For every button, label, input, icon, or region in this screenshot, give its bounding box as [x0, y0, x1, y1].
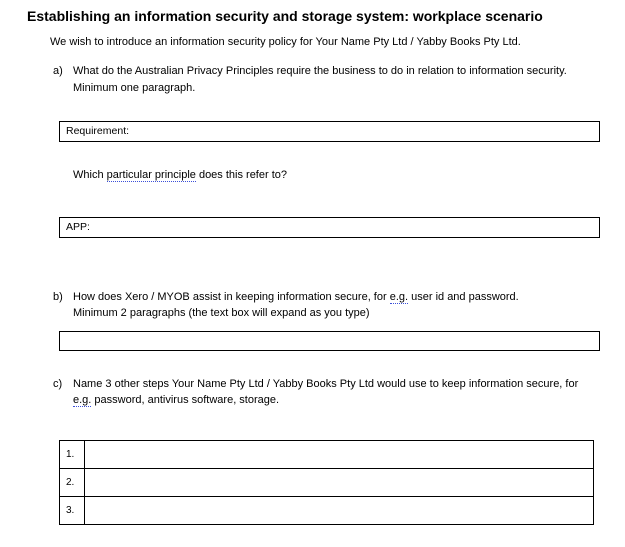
- principle-suffix: does this refer to?: [195, 169, 287, 181]
- question-c-eg: e.g.: [73, 394, 92, 406]
- page-title: Establishing an information security and storage system: workplace scenario: [27, 8, 543, 24]
- principle-question: [73, 169, 287, 181]
- step-number: 1.: [60, 441, 85, 469]
- intro-text: We wish to introduce an information security policy for Your Name Pty Ltd / Yabby Books Pty Ltd.: [50, 36, 521, 48]
- principle-underlined: particular principle: [106, 169, 196, 181]
- step-answer-cell[interactable]: [85, 469, 594, 497]
- app-label: APP:: [66, 221, 90, 233]
- app-textbox[interactable]: [59, 217, 600, 238]
- steps-table: [59, 440, 594, 525]
- step-number: 3.: [60, 497, 85, 525]
- principle-prefix: Which: [73, 169, 107, 181]
- requirement-textbox[interactable]: [59, 121, 600, 142]
- question-c-line2: [73, 394, 279, 406]
- question-b-line1-suffix: user id and password.: [408, 291, 519, 303]
- step-answer-cell[interactable]: [85, 497, 594, 525]
- table-row: [60, 497, 594, 525]
- requirement-label: Requirement:: [66, 125, 130, 137]
- xero-answer-textbox[interactable]: [59, 331, 600, 351]
- question-b-line1: [73, 291, 519, 303]
- question-b-eg: e.g.: [389, 291, 409, 303]
- table-row: [60, 441, 594, 469]
- question-c-marker: c): [53, 378, 63, 390]
- question-c-line2-suffix: password, antivirus software, storage.: [91, 394, 280, 406]
- question-c-line1: Name 3 other steps Your Name Pty Ltd / Yabby Books Pty Ltd would use to keep information secure, for: [73, 378, 579, 390]
- question-b-line2: Minimum 2 paragraphs (the text box will expand as you type): [73, 307, 370, 319]
- question-b-line1-prefix: How does Xero / MYOB assist in keeping information secure, for: [73, 291, 390, 303]
- question-a-line2: Minimum one paragraph.: [73, 82, 196, 94]
- table-row: [60, 469, 594, 497]
- question-a-line1: What do the Australian Privacy Principles require the business to do in relation to information security.: [73, 65, 567, 77]
- question-a-marker: a): [53, 65, 63, 77]
- question-b-marker: b): [53, 291, 63, 303]
- step-answer-cell[interactable]: [85, 441, 594, 469]
- step-number: 2.: [60, 469, 85, 497]
